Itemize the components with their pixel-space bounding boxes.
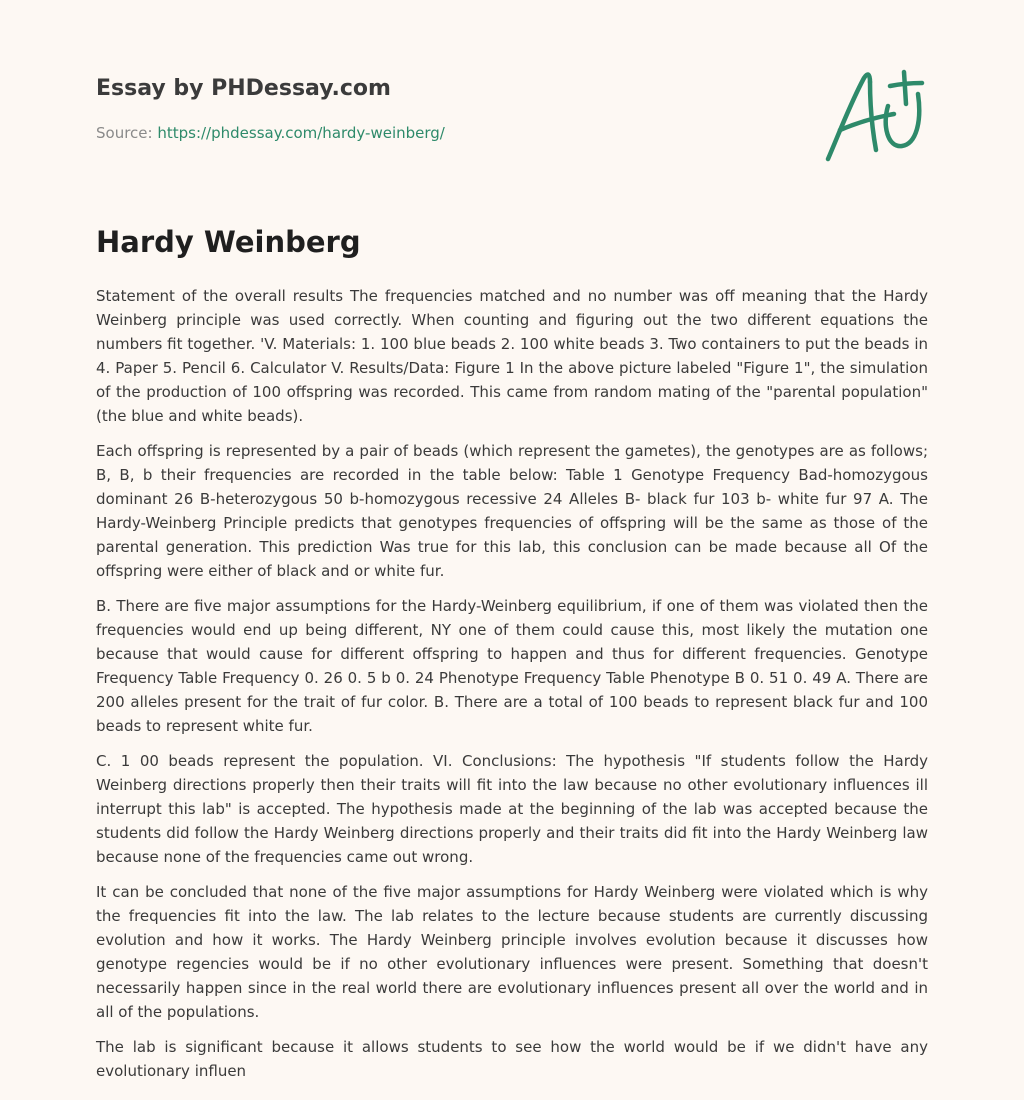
site-brand: Essay by PHDessay.com [96, 76, 391, 101]
a-plus-icon [824, 66, 928, 166]
source-line [96, 124, 445, 142]
essay-paragraph: Statement of the overall results The frequencies matched and no number was off meaning that the Hardy Weinberg principle was used correctly. When counting and figuring out the two different equations the numbers fit together. 'V. Materials: 1. 100 blue beads 2. 100 white beads 3. Two containers to put the beads in 4. Paper 5. Pencil 6. Calculator V. Results/Data: Figure 1 In the above picture labeled "Figure 1", the simulation of the production of 100 offspring was recorded. This came from random mating of the "parental population" (the blue and white beads). [96, 287, 928, 425]
essay-paragraph: Each offspring is represented by a pair of beads (which represent the gametes), the genotypes are as follows; B, B, b their frequencies are recorded in the table below: Table 1 Genotype Frequency Bad-homozygous dominant 26 B-heterozygous 50 b-homozygous recessive 24 Alleles B- black fur 103 b- white fur 97 A. The Hardy-Weinberg Principle predicts that genotypes frequencies of offspring will be the same as those of the parental generation. This prediction Was true for this lab, this conclusion can be made because all Of the offspring were either of black and or white fur. [96, 442, 928, 580]
source-link[interactable]: https://phdessay.com/hardy-weinberg/ [157, 124, 445, 142]
essay-paragraph: The lab is significant because it allows students to see how the world would be if we didn't have any evolutionary influen [96, 1038, 928, 1080]
source-label: Source: [96, 124, 158, 142]
essay-paragraph: It can be concluded that none of the five major assumptions for Hardy Weinberg were violated which is why the frequencies fit into the law. The lab relates to the lecture because students are currently discussing evolution and how it works. The Hardy Weinberg principle involves evolution because it discusses how genotype regencies would be if no other evolutionary influences were present. Something that doesn't necessarily happen since in the real world there are evolutionary influences present all over the world and in all of the populations. [96, 883, 928, 1021]
essay-title: Hardy Weinberg [96, 225, 361, 259]
essay-body [96, 284, 928, 1094]
essay-paragraph: B. There are five major assumptions for the Hardy-Weinberg equilibrium, if one of them was violated then the frequencies would end up being different, NY one of them could cause this, most likely the mutation one because that would cause for different offspring to happen and thus for different frequencies. Genotype Frequency Table Frequency 0. 26 0. 5 b 0. 24 Phenotype Frequency Table Phenotype B 0. 51 0. 49 A. There are 200 alleles present for the trait of fur color. B. There are a total of 100 beads to represent black fur and 100 beads to represent white fur. [96, 597, 928, 735]
essay-paragraph: C. 1 00 beads represent the population. VI. Conclusions: The hypothesis "If students follow the Hardy Weinberg directions properly then their traits will fit into the law because no other evolutionary influences ill interrupt this lab" is accepted. The hypothesis made at the beginning of the lab was accepted because the students did follow the Hardy Weinberg directions properly and their traits did fit into the Hardy Weinberg law because none of the frequencies came out wrong. [96, 752, 928, 866]
